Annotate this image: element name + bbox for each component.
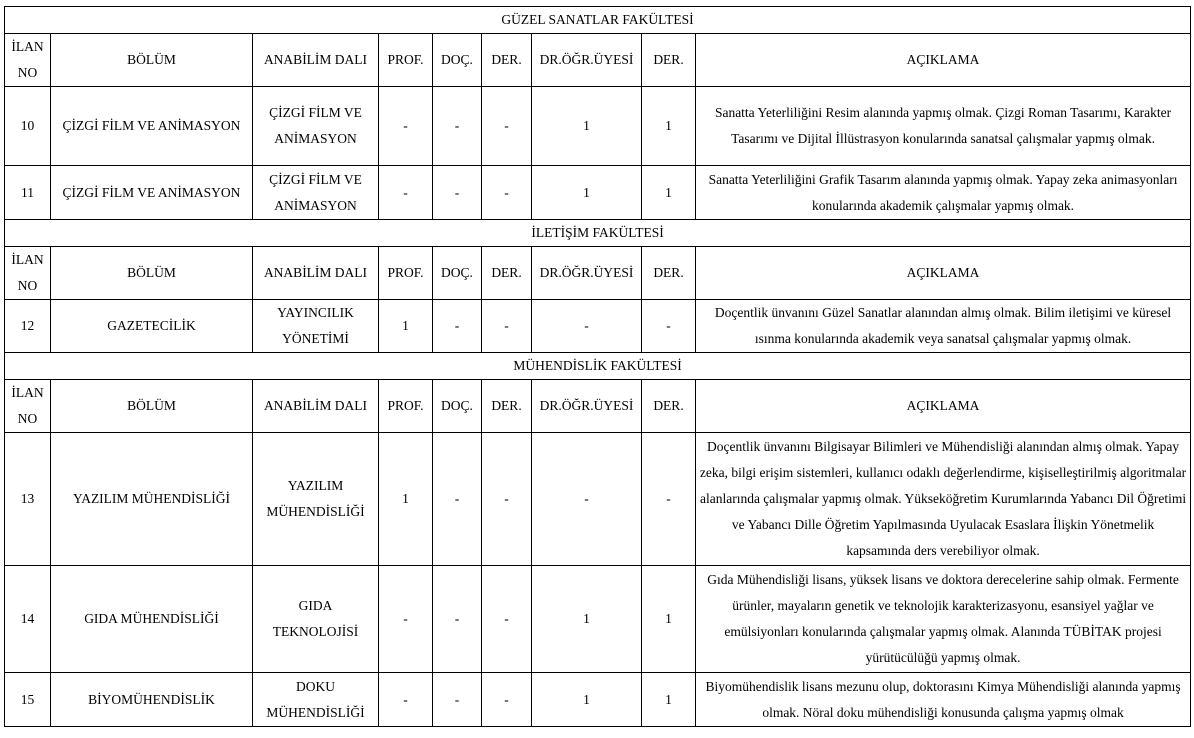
- prof-cell: -: [379, 87, 433, 166]
- dr-cell: 1: [532, 673, 642, 727]
- header-doc: DOÇ.: [433, 247, 482, 300]
- aciklama-cell: Sanatta Yeterliliğini Resim alanında yapmış olmak. Çizgi Roman Tasarımı, Karakter Tasarımı ve Dijital İllüstrasyon konularında sanatsal çalışmalar yapmış olmak.: [696, 87, 1191, 166]
- dr-cell: -: [532, 300, 642, 353]
- header-der: DER.: [642, 34, 696, 87]
- der-cell: 1: [642, 87, 696, 166]
- prof-cell: 1: [379, 433, 433, 566]
- doc-cell: -: [433, 433, 482, 566]
- doc-cell: -: [433, 87, 482, 166]
- header-dr: DR.ÖĞR.ÜYESİ: [532, 34, 642, 87]
- aciklama-cell: Gıda Mühendisliği lisans, yüksek lisans ve doktora derecelerine sahip olmak. Fermente ürünler, mayaların genetik ve teknolojik karakterizasyonu, esansiyel yağlar ve emülsiyonları konularında çalışmalar yapmış olmak. Alanında TÜBİTAK projesi yürütücülüğü yapmış olmak.: [696, 566, 1191, 673]
- header-bolum: BÖLÜM: [51, 247, 253, 300]
- table-row: [5, 673, 1191, 727]
- header-doc: DOÇ.: [433, 34, 482, 87]
- der-cell: -: [482, 300, 532, 353]
- doc-cell: -: [433, 566, 482, 673]
- doc-cell: -: [433, 300, 482, 353]
- der-cell: -: [642, 300, 696, 353]
- dr-cell: 1: [532, 566, 642, 673]
- table-row: [5, 433, 1191, 566]
- header-bolum: BÖLÜM: [51, 380, 253, 433]
- aciklama-cell: Sanatta Yeterliliğini Grafik Tasarım alanında yapmış olmak. Yapay zeka animasyonları konularında akademik çalışmalar yapmış olmak.: [696, 166, 1191, 220]
- header-anabilim: ANABİLİM DALI: [253, 34, 379, 87]
- header-aciklama: AÇIKLAMA: [696, 34, 1191, 87]
- positions-table: [4, 6, 1191, 727]
- anabilim-cell: ÇİZGİ FİLM VE ANİMASYON: [253, 87, 379, 166]
- table-row: [5, 300, 1191, 353]
- header-der: DER.: [642, 247, 696, 300]
- ilan-no-cell: 10: [5, 87, 51, 166]
- aciklama-cell: Biyomühendislik lisans mezunu olup, doktorasını Kimya Mühendisliği alanında yapmış olmak. Nöral doku mühendisliği konusunda çalışma yapmış olmak: [696, 673, 1191, 727]
- column-header-row: [5, 34, 1191, 87]
- header-der: DER.: [642, 380, 696, 433]
- header-prof: PROF.: [379, 247, 433, 300]
- header-der: DER.: [482, 247, 532, 300]
- anabilim-cell: YAZILIM MÜHENDİSLİĞİ: [253, 433, 379, 566]
- der-cell: -: [482, 166, 532, 220]
- prof-cell: -: [379, 566, 433, 673]
- ilan-no-cell: 15: [5, 673, 51, 727]
- column-header-row: [5, 380, 1191, 433]
- header-der: DER.: [482, 380, 532, 433]
- header-anabilim: ANABİLİM DALI: [253, 247, 379, 300]
- der-cell: -: [482, 673, 532, 727]
- aciklama-cell: Doçentlik ünvanını Bilgisayar Bilimleri ve Mühendisliği alanından almış olmak. Yapay zeka, bilgi erişim sistemleri, kullanıcı odaklı değerlendirme, kişiselleştirilmiş algoritmalar alanlarında çalışmalar yapmış olmak. Yükseköğretim Kurumlarında Yabancı Dil Öğretimi ve Yabancı Dille Öğretim Yapılmasında Uyulacak Esaslara İlişkin Yönetmelik kapsamında ders verebiliyor olmak.: [696, 433, 1191, 566]
- bolum-cell: GIDA MÜHENDİSLİĞİ: [51, 566, 253, 673]
- bolum-cell: ÇİZGİ FİLM VE ANİMASYON: [51, 166, 253, 220]
- header-dr: DR.ÖĞR.ÜYESİ: [532, 380, 642, 433]
- header-prof: PROF.: [379, 380, 433, 433]
- faculty-title: MÜHENDİSLİK FAKÜLTESİ: [5, 353, 1191, 380]
- header-der: DER.: [482, 34, 532, 87]
- doc-cell: -: [433, 166, 482, 220]
- der-cell: -: [482, 87, 532, 166]
- ilan-no-cell: 12: [5, 300, 51, 353]
- bolum-cell: BİYOMÜHENDİSLİK: [51, 673, 253, 727]
- header-bolum: BÖLÜM: [51, 34, 253, 87]
- header-aciklama: AÇIKLAMA: [696, 247, 1191, 300]
- header-anabilim: ANABİLİM DALI: [253, 380, 379, 433]
- header-dr: DR.ÖĞR.ÜYESİ: [532, 247, 642, 300]
- ilan-no-cell: 13: [5, 433, 51, 566]
- doc-cell: -: [433, 673, 482, 727]
- bolum-cell: GAZETECİLİK: [51, 300, 253, 353]
- bolum-cell: ÇİZGİ FİLM VE ANİMASYON: [51, 87, 253, 166]
- header-doc: DOÇ.: [433, 380, 482, 433]
- anabilim-cell: YAYINCILIK YÖNETİMİ: [253, 300, 379, 353]
- faculty-title: İLETİŞİM FAKÜLTESİ: [5, 220, 1191, 247]
- table-row: [5, 87, 1191, 166]
- header-aciklama: AÇIKLAMA: [696, 380, 1191, 433]
- prof-cell: -: [379, 166, 433, 220]
- anabilim-cell: ÇİZGİ FİLM VE ANİMASYON: [253, 166, 379, 220]
- bolum-cell: YAZILIM MÜHENDİSLİĞİ: [51, 433, 253, 566]
- prof-cell: -: [379, 673, 433, 727]
- table-row: [5, 166, 1191, 220]
- der-cell: -: [482, 433, 532, 566]
- anabilim-cell: GIDA TEKNOLOJİSİ: [253, 566, 379, 673]
- table-row: [5, 566, 1191, 673]
- faculty-header-row: [5, 220, 1191, 247]
- der-cell: -: [482, 566, 532, 673]
- header-ilan-no: İLAN NO: [5, 34, 51, 87]
- ilan-no-cell: 11: [5, 166, 51, 220]
- header-prof: PROF.: [379, 34, 433, 87]
- der-cell: 1: [642, 566, 696, 673]
- faculty-title: GÜZEL SANATLAR FAKÜLTESİ: [5, 7, 1191, 34]
- aciklama-cell: Doçentlik ünvanını Güzel Sanatlar alanından almış olmak. Bilim iletişimi ve küresel ısınma konularında akademik veya sanatsal çalışmalar yapmış olmak.: [696, 300, 1191, 353]
- column-header-row: [5, 247, 1191, 300]
- prof-cell: 1: [379, 300, 433, 353]
- der-cell: 1: [642, 673, 696, 727]
- ilan-no-cell: 14: [5, 566, 51, 673]
- header-ilan-no: İLAN NO: [5, 247, 51, 300]
- faculty-header-row: [5, 7, 1191, 34]
- faculty-header-row: [5, 353, 1191, 380]
- dr-cell: 1: [532, 87, 642, 166]
- dr-cell: 1: [532, 166, 642, 220]
- der-cell: -: [642, 433, 696, 566]
- der-cell: 1: [642, 166, 696, 220]
- dr-cell: -: [532, 433, 642, 566]
- anabilim-cell: DOKU MÜHENDİSLİĞİ: [253, 673, 379, 727]
- header-ilan-no: İLAN NO: [5, 380, 51, 433]
